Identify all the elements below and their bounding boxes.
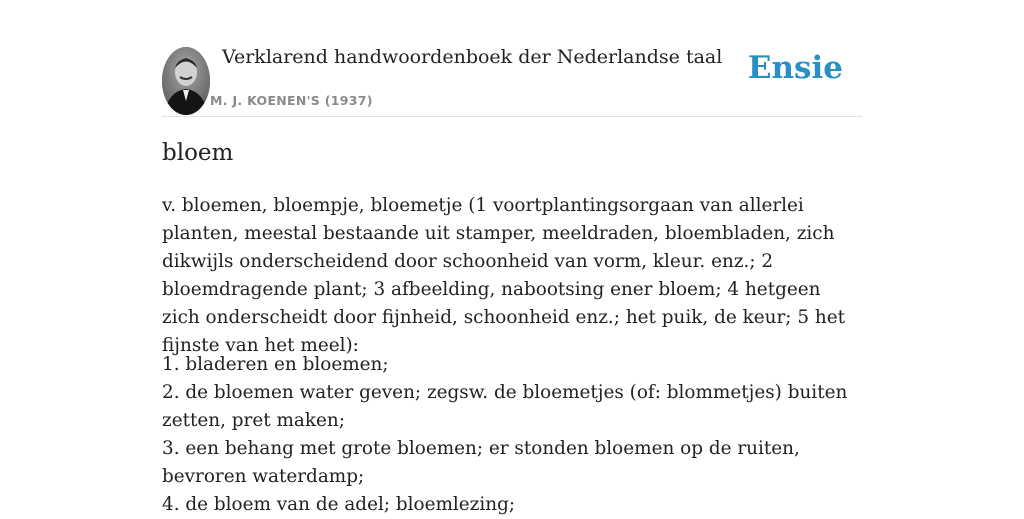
example-list: [162, 351, 862, 519]
ensie-logo-link[interactable]: Ensie: [747, 50, 843, 86]
author-portrait: [162, 47, 210, 115]
book-title: Verklarend handwoordenboek der Nederlandse taal: [222, 46, 723, 68]
author-line: M. J. KOENEN'S (1937): [210, 93, 373, 108]
example-item: 3. een behang met grote bloemen; er stonden bloemen op de ruiten, bevroren waterdamp;: [162, 438, 800, 487]
example-item: 2. de bloemen water geven; zegsw. de bloemetjes (of: blommetjes) buiten zetten, pret maken;: [162, 382, 848, 431]
page: [162, 0, 862, 515]
author-portrait-image: [162, 47, 210, 115]
headword: bloem: [162, 140, 234, 166]
example-item: 1. bladeren en bloemen;: [162, 354, 389, 375]
definition: v. bloemen, bloempje, bloemetje (1 voortplantingsorgaan van allerlei planten, meestal bestaande uit stamper, meeldraden, bloembladen, zich dikwijls onderscheidend door schoonheid van vorm, kleur. enz.; 2 bloemdragende plant; 3 afbeelding, nabootsing ener bloem; 4 hetgeen zich onderscheidt door fijnheid, schoonheid enz.; het puik, de keur; 5 het fijnste van het meel):: [162, 195, 845, 356]
header: [162, 0, 862, 117]
example-item: 4. de bloem van de adel; bloemlezing;: [162, 494, 516, 515]
